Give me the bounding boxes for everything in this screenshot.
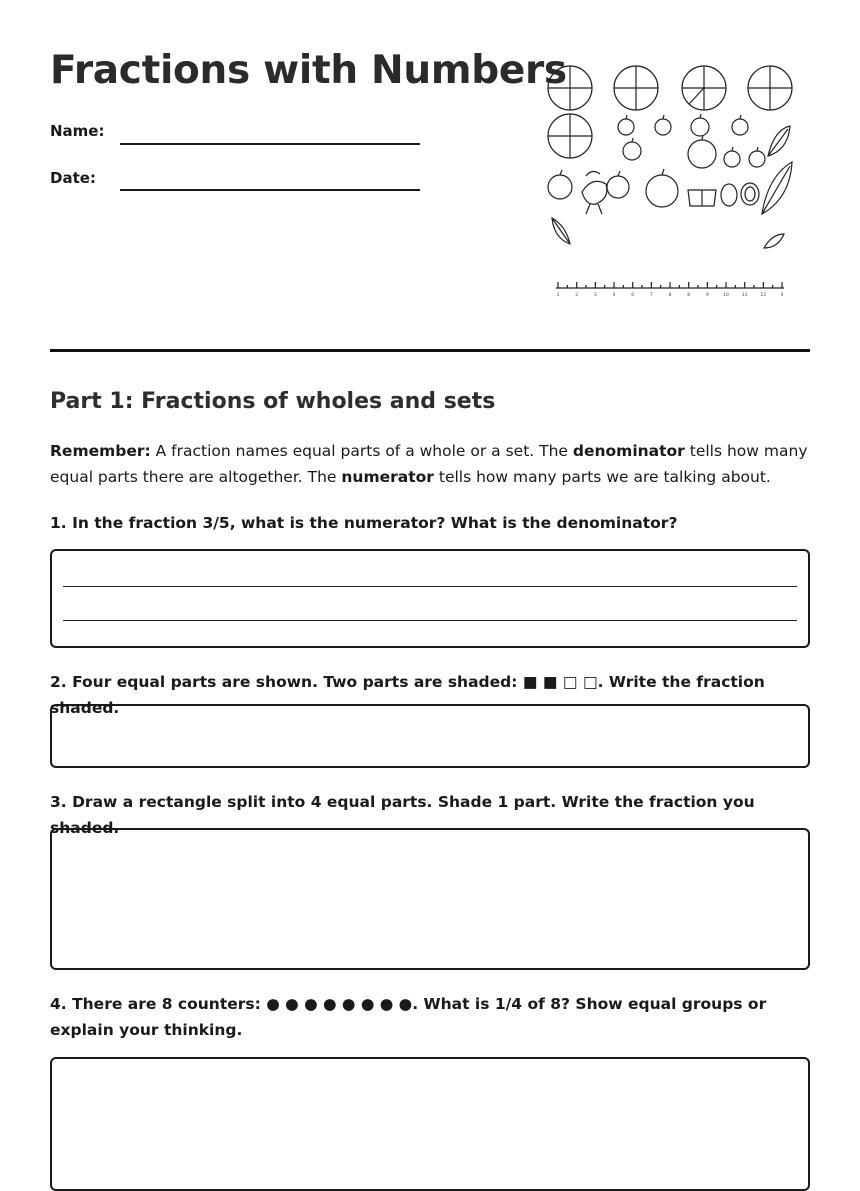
number-line-label: 2	[575, 293, 579, 298]
remember-text-3: tells how many parts we are talking about.	[433, 468, 771, 486]
leaf-icon	[768, 126, 790, 156]
fraction-circle-icon	[614, 66, 658, 110]
remember-note	[50, 438, 812, 490]
bird-icon	[582, 171, 607, 214]
apple-icon	[607, 171, 629, 198]
apple-icon	[623, 138, 641, 160]
number-line-label: 8	[687, 293, 691, 298]
number-line-label: 7	[649, 293, 653, 298]
date-label: Date:	[50, 169, 96, 187]
number-line-label: 10	[723, 293, 729, 298]
apple-icon	[691, 114, 709, 136]
apple-icon	[688, 135, 716, 168]
bowl-icon	[688, 190, 716, 206]
answer-box-2[interactable]	[50, 704, 810, 768]
date-field[interactable]	[120, 189, 420, 191]
question-3: 3. Draw a rectangle split into 4 equal parts. Shade 1 part. Write the fraction you shaded.	[50, 793, 755, 837]
fractions-illustration	[540, 58, 800, 303]
leaf-icon	[552, 218, 570, 244]
numerator-term: numerator	[341, 468, 434, 486]
question-4: 4. There are 8 counters: ● ● ● ● ● ● ● ●. What is 1/4 of 8? Show equal groups or explain your thinking.	[50, 995, 767, 1039]
apple-icon	[646, 169, 678, 207]
question-1: 1. In the fraction 3/5, what is the numerator? What is the denominator?	[50, 514, 678, 532]
question-2: 2. Four equal parts are shown. Two parts are shaded: ■ ■ □ □. Write the fraction shaded.	[50, 673, 765, 717]
header-divider	[50, 349, 810, 352]
number-line-label: 1	[556, 293, 560, 298]
number-line-label: 3	[593, 293, 597, 298]
apple-icon	[732, 115, 748, 135]
denominator-term: denominator	[572, 442, 685, 460]
answer-line	[63, 586, 797, 587]
number-line-label: 6	[631, 293, 635, 298]
apple-icon	[655, 115, 671, 135]
leaf-icon	[764, 234, 784, 248]
apple-icon	[724, 147, 740, 167]
number-line-label: 9	[705, 293, 709, 298]
apple-icon	[548, 170, 572, 199]
name-label: Name:	[50, 122, 105, 140]
fraction-circle-icon	[682, 66, 726, 110]
name-field[interactable]	[120, 143, 420, 145]
apple-icon	[618, 115, 634, 135]
leaf-icon	[762, 162, 792, 214]
answer-box-3[interactable]	[50, 828, 810, 970]
fraction-circle-icon	[748, 66, 792, 110]
egg-icon	[721, 184, 737, 206]
part1-heading: Part 1: Fractions of wholes and sets	[50, 389, 496, 414]
egg-icon	[741, 183, 759, 205]
remember-lead: Remember:	[50, 442, 151, 460]
number-line-label: 12	[760, 293, 767, 298]
fraction-circle-icon	[548, 66, 592, 110]
worksheet-title: Fractions with Numbers	[50, 48, 567, 93]
apple-icon	[749, 147, 765, 167]
answer-line	[63, 620, 797, 621]
number-line-label: 11	[741, 293, 748, 298]
number-line-label: 4	[780, 293, 784, 298]
fraction-circle-icon	[548, 114, 592, 158]
answer-box-4[interactable]	[50, 1057, 810, 1191]
number-line-icon	[556, 282, 784, 298]
remember-text-1: A fraction names equal parts of a whole or a set. The	[150, 442, 573, 460]
answer-box-1[interactable]	[50, 549, 810, 648]
number-line-label: 4	[612, 293, 616, 298]
remember-text-2: tells how many equal parts there are altogether. The	[50, 442, 808, 486]
number-line-label: 8	[668, 293, 672, 298]
